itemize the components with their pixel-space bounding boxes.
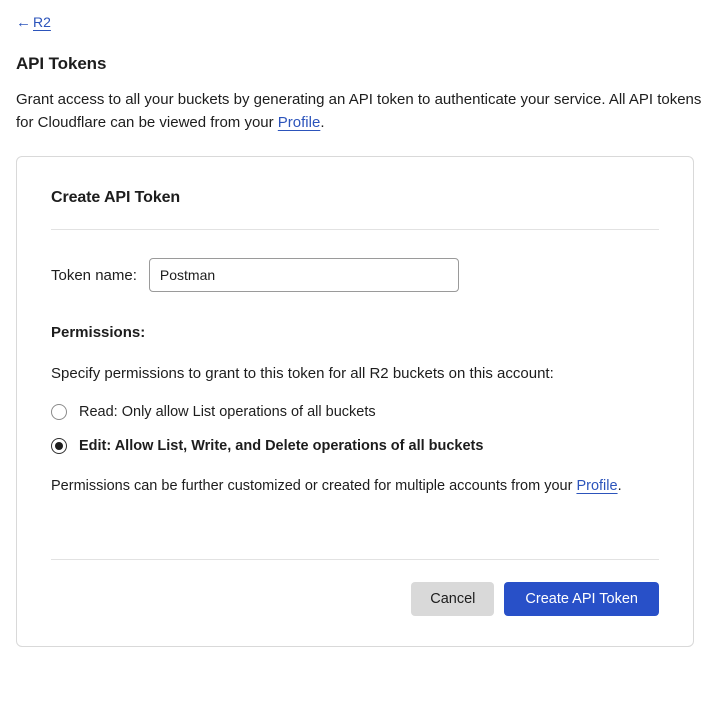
create-api-token-card	[16, 156, 694, 647]
profile-link-header[interactable]: Profile	[277, 113, 321, 131]
permissions-note-text-2: .	[617, 477, 622, 494]
token-name-input[interactable]	[149, 258, 459, 292]
permission-option-edit-label: Edit: Allow List, Write, and Delete operations of all buckets	[79, 437, 484, 454]
card-actions-divider	[51, 559, 659, 560]
token-name-label: Token name:	[51, 266, 137, 284]
radio-edit-icon[interactable]	[51, 438, 67, 454]
permissions-title: Permissions:	[51, 324, 146, 341]
permissions-note-text-1: Permissions can be further customized or created for multiple accounts from your	[51, 477, 577, 494]
permission-option-read[interactable]	[51, 404, 659, 420]
permission-option-edit[interactable]	[51, 438, 659, 454]
permission-option-read-label: Read: Only allow List operations of all buckets	[79, 403, 376, 420]
back-link-label: R2	[33, 14, 51, 30]
radio-read-icon[interactable]	[51, 404, 67, 420]
cancel-button[interactable]: Cancel	[411, 582, 494, 616]
permissions-note	[51, 476, 659, 498]
card-title: Create API Token	[51, 189, 181, 206]
page-title: API Tokens	[16, 53, 107, 73]
page-description-text-2: .	[320, 113, 325, 131]
profile-link-permissions[interactable]: Profile	[576, 477, 618, 494]
arrow-left-icon: ←	[16, 13, 31, 31]
card-actions	[51, 582, 659, 616]
permissions-description: Specify permissions to grant to this token for all R2 buckets on this account:	[51, 365, 554, 382]
page-description	[16, 88, 706, 135]
create-api-token-button[interactable]: Create API Token	[504, 582, 659, 616]
token-name-row	[51, 258, 659, 292]
card-title-divider	[51, 229, 659, 230]
back-to-r2-link[interactable]	[16, 14, 51, 30]
page-description-text-1: Grant access to all your buckets by generating an API token to authenticate your service. All API tokens for Cloudflare can be viewed from your	[16, 90, 702, 131]
